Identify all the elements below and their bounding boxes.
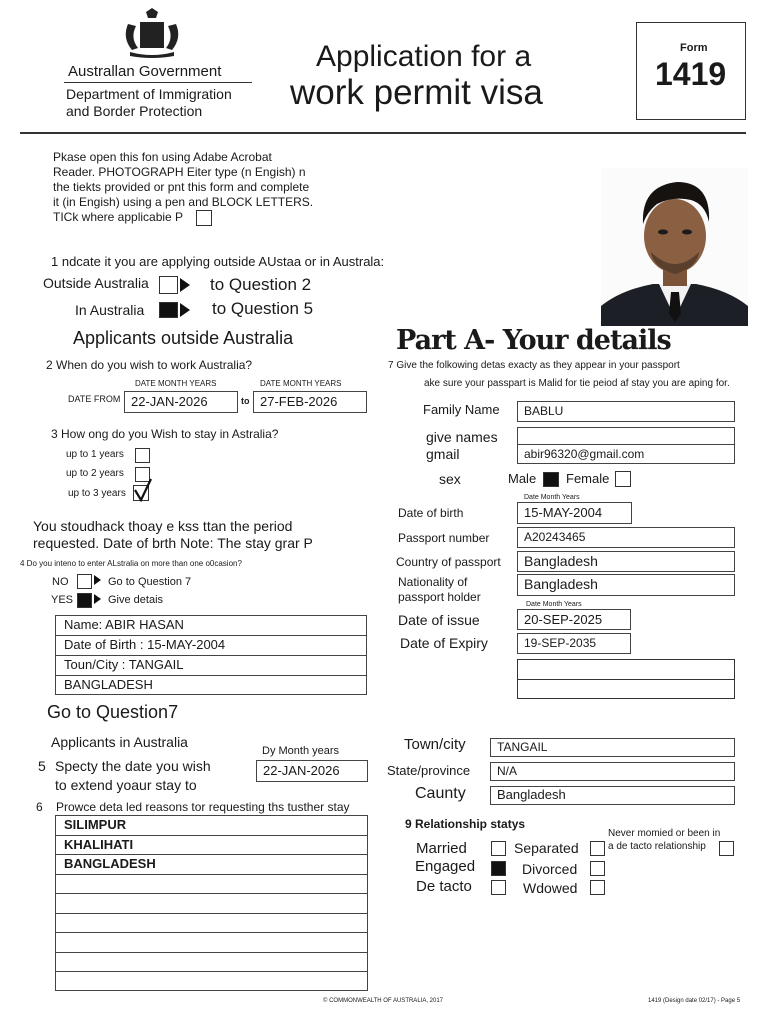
q9-engaged-checkbox[interactable] xyxy=(491,861,506,876)
q9-widowed-label: Wdowed xyxy=(523,880,578,896)
passport-label: Passport number xyxy=(398,531,490,545)
q1-outside-label: Outside Australia xyxy=(43,275,149,291)
q3-opt1-checkbox[interactable] xyxy=(135,448,150,463)
q4-detail-line[interactable]: Date of Birth : 15-MAY-2004 xyxy=(56,636,366,656)
arrow-icon xyxy=(94,575,101,585)
q5-line2: to extend yoaur stay to xyxy=(55,777,197,793)
issue-field[interactable]: 20-SEP-2025 xyxy=(517,609,631,630)
header-rule xyxy=(20,132,746,134)
state-label: State/province xyxy=(387,763,471,778)
instructions-line1: Pkase open this fon using Adabe Acrobat xyxy=(53,150,272,164)
family-name-label: Family Name xyxy=(423,402,500,417)
q6-reason-line[interactable] xyxy=(56,953,367,973)
nationality-label-line1: Nationality of xyxy=(398,575,468,589)
q2-date-from-label: DATE FROM xyxy=(68,394,121,404)
town-label: Town/city xyxy=(404,736,466,753)
q9-separated-checkbox[interactable] xyxy=(590,841,605,856)
q4-yes-label: YES xyxy=(51,594,74,606)
sex-male-checkbox[interactable] xyxy=(543,472,559,487)
q9-defacto-label: De tacto xyxy=(416,878,472,895)
q4-detail-line[interactable]: Toun/City : TANGAIL xyxy=(56,656,366,676)
q4-goto: Go to Question7 xyxy=(47,702,179,722)
q6-reason-line[interactable] xyxy=(56,875,367,895)
q5-date-field[interactable]: 22-JAN-2026 xyxy=(256,760,368,782)
q7-text: 7 Give the folkowing detas exacty as they appear in your passport xyxy=(388,360,680,371)
page-title-line1: Application for a xyxy=(316,40,532,73)
q4-no-goto: Go to Question 7 xyxy=(108,576,192,588)
q9-never-line2: a de tacto relationship xyxy=(608,841,706,852)
checkmark-icon xyxy=(132,478,154,502)
q9-engaged-label: Engaged xyxy=(415,858,476,875)
dob-field[interactable]: 15-MAY-2004 xyxy=(517,502,632,524)
q6-reason-line[interactable] xyxy=(56,914,367,934)
family-name-field[interactable]: BABLU xyxy=(517,401,735,422)
gov-divider xyxy=(64,82,252,83)
instructions-line5: TICk where applicabie P xyxy=(53,210,184,224)
q6-reason-line[interactable] xyxy=(56,894,367,914)
country-field[interactable]: Bangladesh xyxy=(517,551,735,572)
q4-detail-line[interactable]: BANGLADESH xyxy=(64,677,153,692)
q6-reason-line[interactable] xyxy=(56,972,367,989)
q9-never-checkbox[interactable] xyxy=(719,841,734,856)
q2-from-hint: DATE MONTH YEARS xyxy=(135,379,217,388)
sex-female-checkbox[interactable] xyxy=(615,471,631,487)
q1-in-checkbox[interactable] xyxy=(159,302,178,318)
q9-married-label: Married xyxy=(416,840,467,857)
arrow-icon xyxy=(180,278,190,292)
tick-example-checkbox[interactable] xyxy=(196,210,212,226)
expiry-field[interactable]: 19-SEP-2035 xyxy=(517,633,631,654)
q4-no-label: NO xyxy=(52,576,69,588)
q1-in-label: In Australia xyxy=(75,302,145,318)
q6-text: Prowce deta led reasons tor requesting ths tusther stay xyxy=(56,800,350,814)
issue-label: Date of issue xyxy=(398,612,480,628)
county-field[interactable]: Bangladesh xyxy=(490,786,735,805)
q5-num: 5 xyxy=(38,758,46,774)
stay-note-line1: You stoudhack thoay e kss ttan the period xyxy=(33,518,293,534)
q5-line1: Specty the date you wish xyxy=(55,758,211,774)
q4-text: 4 Do you inteno to enter ALstralia on more than one o0casion? xyxy=(20,559,242,568)
q3-text: 3 How ong do you Wish to stay in Astralia? xyxy=(51,427,279,441)
footer-copyright: © COMMONWEALTH OF AUSTRALIA, 2017 xyxy=(323,998,443,1004)
q7-subtext: ake sure your passpart is Malid for tie peiod af stay you are aping for. xyxy=(424,378,730,389)
q9-divorced-label: Divorced xyxy=(522,861,578,877)
q6-reason-line[interactable]: BANGLADESH xyxy=(56,855,367,875)
q2-to-label: to xyxy=(241,396,250,406)
county-label: Caunty xyxy=(415,785,466,802)
instructions-line2: Reader. PHOTOGRAPH Eiter type (n Engish) n xyxy=(53,165,306,179)
extra-field[interactable] xyxy=(517,679,735,699)
sex-female-label: Female xyxy=(566,471,610,486)
q6-num: 6 xyxy=(36,800,43,814)
q1-outside-goto: to Question 2 xyxy=(210,275,312,294)
q2-date-to-field[interactable]: 27-FEB-2026 xyxy=(253,391,367,413)
section-outside-heading: Applicants outside Australia xyxy=(73,328,294,348)
expiry-label: Date of Expiry xyxy=(400,635,488,651)
q1-outside-checkbox[interactable] xyxy=(159,276,178,294)
q3-opt2-label: up to 2 years xyxy=(66,468,124,479)
q6-reasons-table[interactable] xyxy=(55,815,368,991)
q4-yes-checkbox[interactable] xyxy=(77,593,92,608)
q2-date-from-field[interactable]: 22-JAN-2026 xyxy=(124,391,238,413)
town-field[interactable]: TANGAIL xyxy=(490,738,735,757)
q6-reason-line[interactable]: SILIMPUR xyxy=(56,816,367,836)
q9-widowed-checkbox[interactable] xyxy=(590,880,605,895)
arrow-icon xyxy=(94,594,101,604)
nationality-field[interactable]: Bangladesh xyxy=(517,574,735,596)
given-names-field[interactable] xyxy=(517,427,735,445)
instructions-line4: it (in Engish) using a pen and BLOCK LETTERS. xyxy=(53,195,314,209)
q9-married-checkbox[interactable] xyxy=(491,841,506,856)
state-field[interactable]: N/A xyxy=(490,762,735,781)
q9-never-line1: Never momied or been in xyxy=(608,828,721,839)
q9-heading: 9 Relationship statys xyxy=(405,817,526,831)
dob-hint: Date Month Years xyxy=(524,494,580,501)
form-label: Form xyxy=(680,42,708,54)
gov-line2: Department of Immigration xyxy=(66,86,232,102)
applicant-photo xyxy=(601,168,748,326)
q4-details-table[interactable] xyxy=(55,615,367,695)
arrow-icon xyxy=(180,303,190,317)
q4-yes-goto: Give detais xyxy=(108,594,164,606)
q4-no-checkbox[interactable] xyxy=(77,574,92,589)
sex-label: sex xyxy=(439,471,461,487)
q1-in-goto: to Question 5 xyxy=(212,299,314,318)
q3-opt3-label: up to 3 years xyxy=(68,488,126,499)
q1-text: 1 ndcate it you are applying outside AUstaa or in Australa: xyxy=(51,254,385,269)
q9-divorced-checkbox[interactable] xyxy=(590,861,605,876)
stay-note-line2: requested. Date of brth Note: The stay grar P xyxy=(33,535,313,551)
gov-line3: and Border Protection xyxy=(66,103,203,119)
instructions-line3: the tiekts provided or pnt this form and complete xyxy=(53,180,310,194)
country-label: Country of passport xyxy=(396,555,501,569)
extra-field[interactable] xyxy=(517,659,735,680)
footer-page: 1419 (Design date 02/17) - Page 5 xyxy=(648,998,741,1004)
passport-field[interactable]: A20243465 xyxy=(517,527,735,548)
gov-line1: Australlan Government xyxy=(68,63,222,80)
given-names-label: give names xyxy=(426,429,498,445)
form-number: 1419 xyxy=(655,56,727,92)
q5-date-hint: Dy Month years xyxy=(262,745,340,757)
gmail-label: gmail xyxy=(426,446,460,462)
page-title-line2: work permit visa xyxy=(290,73,543,112)
q6-reason-line[interactable]: KHALIHATI xyxy=(56,836,367,856)
gmail-field[interactable]: abir96320@gmail.com xyxy=(517,444,735,464)
coat-of-arms-logo xyxy=(118,8,186,60)
q4-detail-line[interactable]: Name: ABIR HASAN xyxy=(56,616,366,636)
q2-to-hint: DATE MONTH YEARS xyxy=(260,379,342,388)
q6-reason-line[interactable] xyxy=(56,933,367,953)
q3-opt1-label: up to 1 years xyxy=(66,449,124,460)
section-in-heading: Applicants in Australia xyxy=(51,734,188,750)
dob-label: Date of birth xyxy=(398,506,464,520)
q2-text: 2 When do you wish to work Australia? xyxy=(46,358,253,372)
q9-defacto-checkbox[interactable] xyxy=(491,880,506,895)
sex-male-label: Male xyxy=(508,471,537,486)
q9-separated-label: Separated xyxy=(514,840,579,856)
part-a-heading: Part A- Your details xyxy=(396,325,671,356)
issue-hint: Date Month Years xyxy=(526,601,582,608)
nationality-label-line2: passport holder xyxy=(398,590,481,604)
